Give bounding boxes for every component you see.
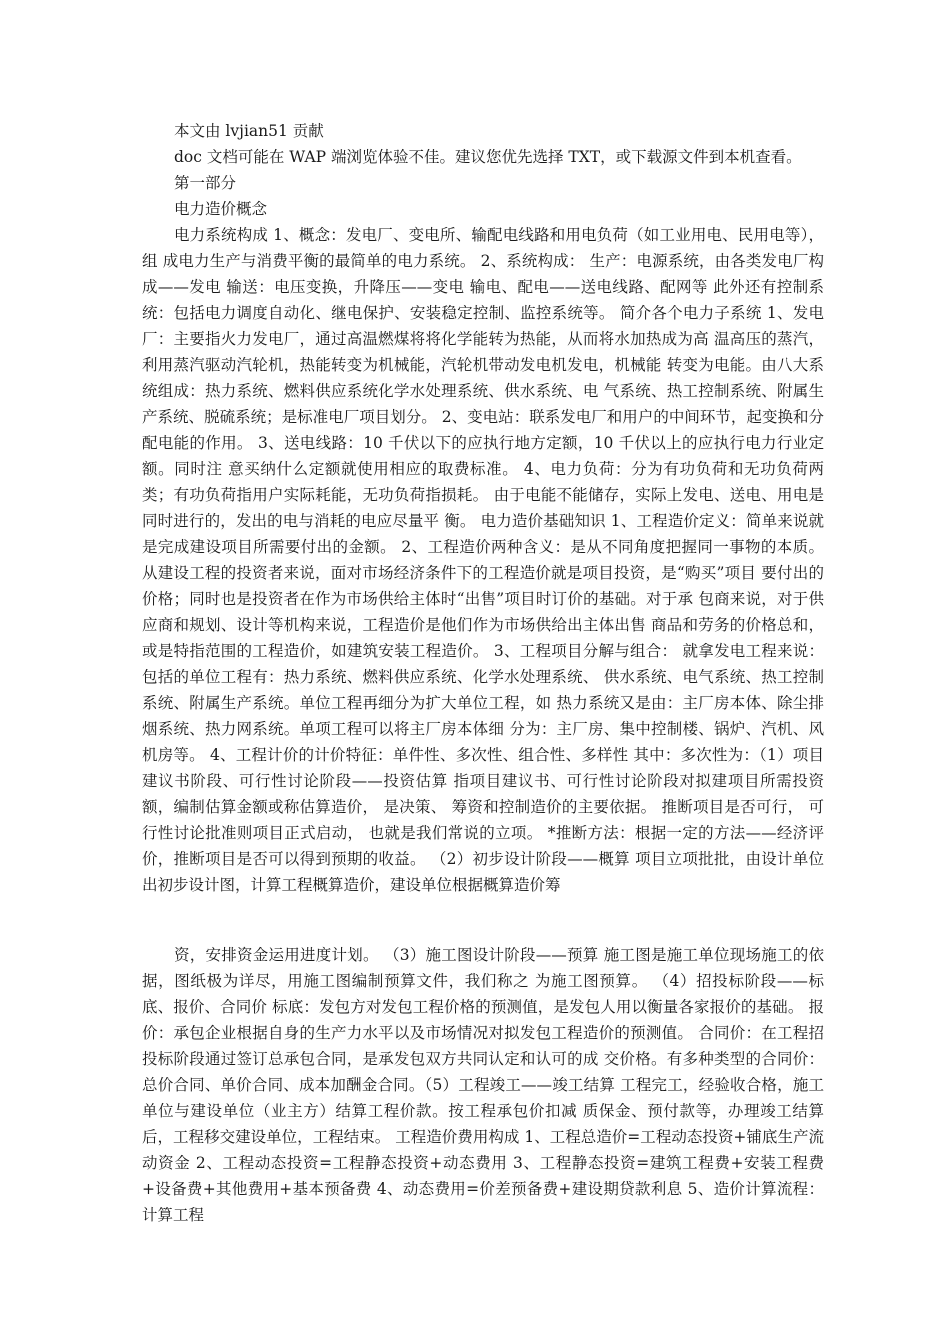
part-heading: 第一部分 [174, 174, 237, 192]
body-paragraph-second: 资，安排资金运用进度计划。 （3）施工图设计阶段——预算 施工图是施工单位现场施工的依据，图纸极为详尽，用施工图编制预算文件，我们称之 为施工图预算。 （4）招投标阶段——标底、报价、合同价 标底：发包方对发包工程价格的预测值，是发包人用以衡量各家报价的基础。 报价：承包企业根据自身的生产力水平以及市场情况对拟发包工程造价的预测值。 合同价：在工程招投标阶段通过签订总承包合同，是承发包双方共同认定和认可的成 交价格。有多种类型的合同价：总价合同、单价合同、成本加酬金合同。（5）工程竣工——竣工结算 工程完工，经验收合格，施工单位与建设单位（业主方）结算工程价款。按工程承包价扣减 质保金、预付款等，办理竣工结算后，工程移交建设单位，工程结束。 工程造价费用构成 1、工程总造价=工程动态投资+铺底生产流动资金 2、工程动态投资=工程静态投资+动态费用 3、工程静态投资=建筑工程费+安装工程费+设备费+其他费用+基本预备费 4、动态费用=价差预备费+建设期贷款利息 5、造价计算流程：计算工程 [142, 946, 824, 1224]
contributor-line: 本文由 lvjian51 贡献 [174, 122, 324, 140]
notice-line: doc 文档可能在 WAP 端浏览体验不佳。建议您优先选择 TXT，或下载源文件到本机查看。 [174, 148, 802, 166]
section-title: 电力造价概念 [174, 200, 268, 218]
body-paragraph-main: 电力系统构成 1、概念：发电厂、变电所、输配电线路和用电负荷（如工业用电、民用电等），组 成电力生产与消费平衡的最简单的电力系统。 2、系统构成： 生产：电源系统，由各类发电厂构成——发电 输送：电压变换，升降压——变电 输电、配电——送电线路、配网等 此外还有控制系统：包括电力调度自动化、继电保护、安装稳定控制、监控系统等。 简介各个电力子系统 1、发电厂：主要指火力发电厂，通过高温燃煤将将化学能转为热能，从而将水加热成为高 温高压的蒸汽，利用蒸汽驱动汽轮机，热能转变为机械能，汽轮机带动发电机发电，机械能 转变为电能。由八大系统组成：热力系统、燃料供应系统化学水处理系统、供水系统、电 气系统、热工控制系统、附属生产系统、脱硫系统；是标准电厂项目划分。 2、变电站：联系发电厂和用户的中间环节，起变换和分配电能的作用。 3、送电线路：10 千伏以下的应执行地方定额，10 千伏以上的应执行电力行业定额。同时注 意买纳什么定额就使用相应的取费标准。 4、电力负荷：分为有功负荷和无功负荷两类；有功负荷指用户实际耗能，无功负荷指损耗。 由于电能不能储存，实际上发电、送电、用电是同时进行的，发出的电与消耗的电应尽量平 衡。 电力造价基础知识 1、工程造价定义：简单来说就是完成建设项目所需要付出的金额。 2、工程造价两种含义：是从不同角度把握同一事物的本质。 从建设工程的投资者来说，面对市场经济条件下的工程造价就是项目投资，是“购买”项目 要付出的价格；同时也是投资者在作为市场供给主体时“出售”项目时订价的基础。对于承 包商来说，对于供应商和规划、设计等机构来说，工程造价是他们作为市场供给出主体出售 商品和劳务的价格总和，或是特指范围的工程造价，如建筑安装工程造价。 3、工程项目分解与组合： 就拿发电工程来说：包括的单位工程有：热力系统、燃料供应系统、化学水处理系统、 供水系统、电气系统、热工控制系统、附属生产系统。单位工程再细分为扩大单位工程，如 热力系统又是由：主厂房本体、除尘排烟系统、热力网系统。单项工程可以将主厂房本体细 分为：主厂房、集中控制楼、锅炉、汽机、风机房等。 4、工程计价的计价特征：单件性、多次性、组合性、多样性 其中：多次性为：（1）项目建议书阶段、可行性讨论阶段——投资估算 指项目建议书、可行性讨论阶段对拟建项目所需投资额，编制估算金额或称估算造价， 是决策、 筹资和控制造价的主要依据。 推断项目是否可行， 可行性讨论批准则项目正式启动， 也就是我们常说的立项。 *推断方法：根据一定的方法——经济评价，推断项目是否可以得到预期的收益。 （2）初步设计阶段——概算 项目立项批批，由设计单位出初步设计图，计算工程概算造价，建设单位根据概算造价筹 [142, 226, 824, 894]
